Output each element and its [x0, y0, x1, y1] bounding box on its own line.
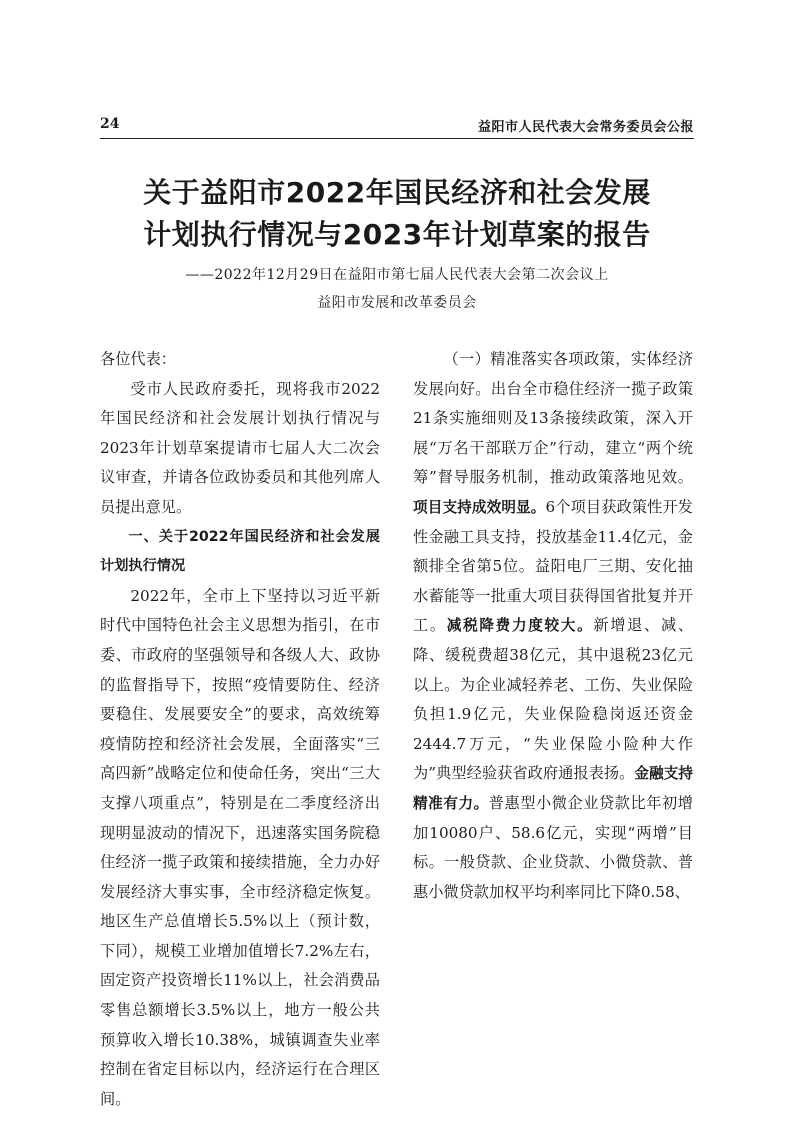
title-line-2: 计划执行情况与2023年计划草案的报告: [143, 218, 651, 251]
title-line-1: 关于益阳市2022年国民经济和社会发展: [143, 176, 651, 209]
subsection-heading-1: （一）精准落实各项政策，实体经济发展向好。: [413, 350, 693, 398]
tax-reduction-text: 新增退、减、降、缓税费超38亿元，其中退税23亿元以上。为企业减轻养老、工伤、失业保险负担1.9亿元，失业保险稳岗返还资金2444.7万元，“失业保险小险种大作为”典型经验获省政府通报表扬。: [413, 616, 694, 783]
left-column: [100, 345, 380, 1114]
keyword-project-support: 项目支持成效明显。: [413, 498, 546, 516]
subsection-1-text: 出台全市稳住经济一揽子政策21条实施细则及13条接续政策，深入开展“万名干部联万企”行动，建立“两个统筹”督导服务机制，推动政策落地见效。: [413, 379, 694, 487]
page-number: 24: [100, 116, 120, 132]
report-subtitle: [100, 261, 694, 317]
subtitle-occasion: ——2022年12月29日在益阳市第七届人民代表大会第二次会议上: [185, 267, 609, 283]
keyword-financial-support: 金融支持精准有力。: [413, 765, 693, 812]
journal-name: 益阳市人民代表大会常务委员会公报: [477, 120, 694, 135]
keyword-tax-reduction: 减税降费力度较大。: [446, 617, 594, 635]
report-title: [100, 172, 694, 256]
subsection-1-paragraph: [413, 345, 693, 907]
section-heading-1: 一、关于2022年国民经济和社会发展计划执行情况: [100, 528, 380, 575]
project-support-text: 6个项目获政策性开发性金融工具支持，投放基金11.4亿元，金额排全省第5位。益阳电厂三期、安化抽水蓄能等一批重大项目获得国省批复并开工。: [413, 497, 693, 635]
intro-paragraph: 受市人民政府委托，现将我市2022年国民经济和社会发展计划执行情况与2023年计划草案提请市七届人大二次会议审查，并请各位政协委员和其他列席人员提出意见。: [100, 379, 380, 516]
section-1-paragraph: 2022年，全市上下坚持以习近平新时代中国特色社会主义思想为指引，在市委、市政府的坚强领导和各级人大、政协的监督指导下，按照“疫情要防住、经济要稳住、发展要安全”的要求，高效统筹疫情防控和经济社会发展，全面落实“三高四新”战略定位和使命任务，突出“三大支撑八项重点”，特别是在二季度经济出现明显波动的情况下，迅速落实国务院稳住经济一揽子政策和接续措施，全力办好发展经济大事实事，全市经济稳定恢复。地区生产总值增长5.5%以上（预计数，下同），规模工业增加值增长7.2%左右，固定资产投资增长11%以上，社会消费品零售总额增长3.5%以上，地方一般公共预算收入增长10.38%，城镇调查失业率控制在省定目标以内，经济运行在合理区间。: [100, 586, 380, 1108]
header-rule: [100, 138, 694, 139]
running-header: [100, 114, 694, 136]
salutation: 各位代表：: [100, 350, 176, 368]
subtitle-author: 益阳市发展和改革委员会: [317, 295, 477, 311]
financial-support-text: 普惠型小微企业贷款比年初增加10080户、58.6亿元，实现“两增”目标。一般贷款、企业贷款、小微贷款、普惠小微贷款加权平均利率同比下降0.58、: [413, 793, 693, 901]
right-column: [413, 345, 693, 907]
